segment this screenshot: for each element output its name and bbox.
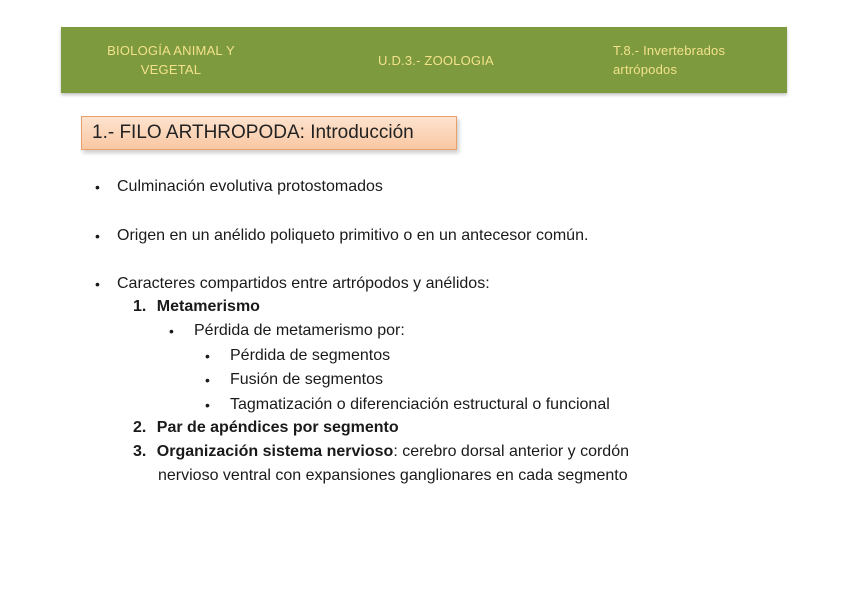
header-band <box>61 27 787 93</box>
item-number: 3. <box>133 443 147 460</box>
course-title <box>91 41 251 79</box>
item-text-continued: nervioso ventral con expansiones ganglionares en cada segmento <box>158 467 628 484</box>
numbered-item <box>133 442 629 462</box>
bullet-icon: • <box>169 323 174 339</box>
topic-title-line2: artrópodos <box>613 62 678 77</box>
bullet-item: Culminación evolutiva protostomados <box>117 178 383 195</box>
bullet-icon: • <box>205 348 210 364</box>
section-title-box <box>81 116 457 150</box>
item-label: Par de apéndices por segmento <box>156 419 399 436</box>
bullet-icon: • <box>95 228 100 244</box>
sub-sub-item: Tagmatización o diferenciación estructural o funcional <box>230 396 610 413</box>
item-label: Metamerismo <box>156 298 260 315</box>
numbered-item <box>133 297 260 317</box>
section-title: 1.- FILO ARTHROPODA: Introducción <box>92 122 414 143</box>
topic-title <box>613 41 783 79</box>
sub-sub-item: Fusión de segmentos <box>230 371 383 388</box>
unit-title: U.D.3.- ZOOLOGIA <box>378 53 494 68</box>
bullet-icon: • <box>205 397 210 413</box>
item-label: Organización sistema nervioso <box>156 443 394 460</box>
topic-title-line1: T.8.- Invertebrados <box>613 43 726 58</box>
item-number: 2. <box>133 419 147 436</box>
bullet-icon: • <box>205 372 210 388</box>
bullet-item: Caracteres compartidos entre artrópodos y anélidos: <box>117 275 490 292</box>
bullet-item: Origen en un anélido poliqueto primitivo o en un antecesor común. <box>117 227 589 244</box>
numbered-item <box>133 418 399 438</box>
course-title-line1: BIOLOGÍA ANIMAL Y <box>107 43 235 58</box>
item-text: : cerebro dorsal anterior y cordón <box>393 443 629 460</box>
bullet-icon: • <box>95 179 100 195</box>
sub-item: Pérdida de metamerismo por: <box>194 322 405 339</box>
bullet-icon: • <box>95 276 100 292</box>
item-number: 1. <box>133 298 147 315</box>
course-title-line2: VEGETAL <box>140 62 202 77</box>
sub-sub-item: Pérdida de segmentos <box>230 347 391 364</box>
